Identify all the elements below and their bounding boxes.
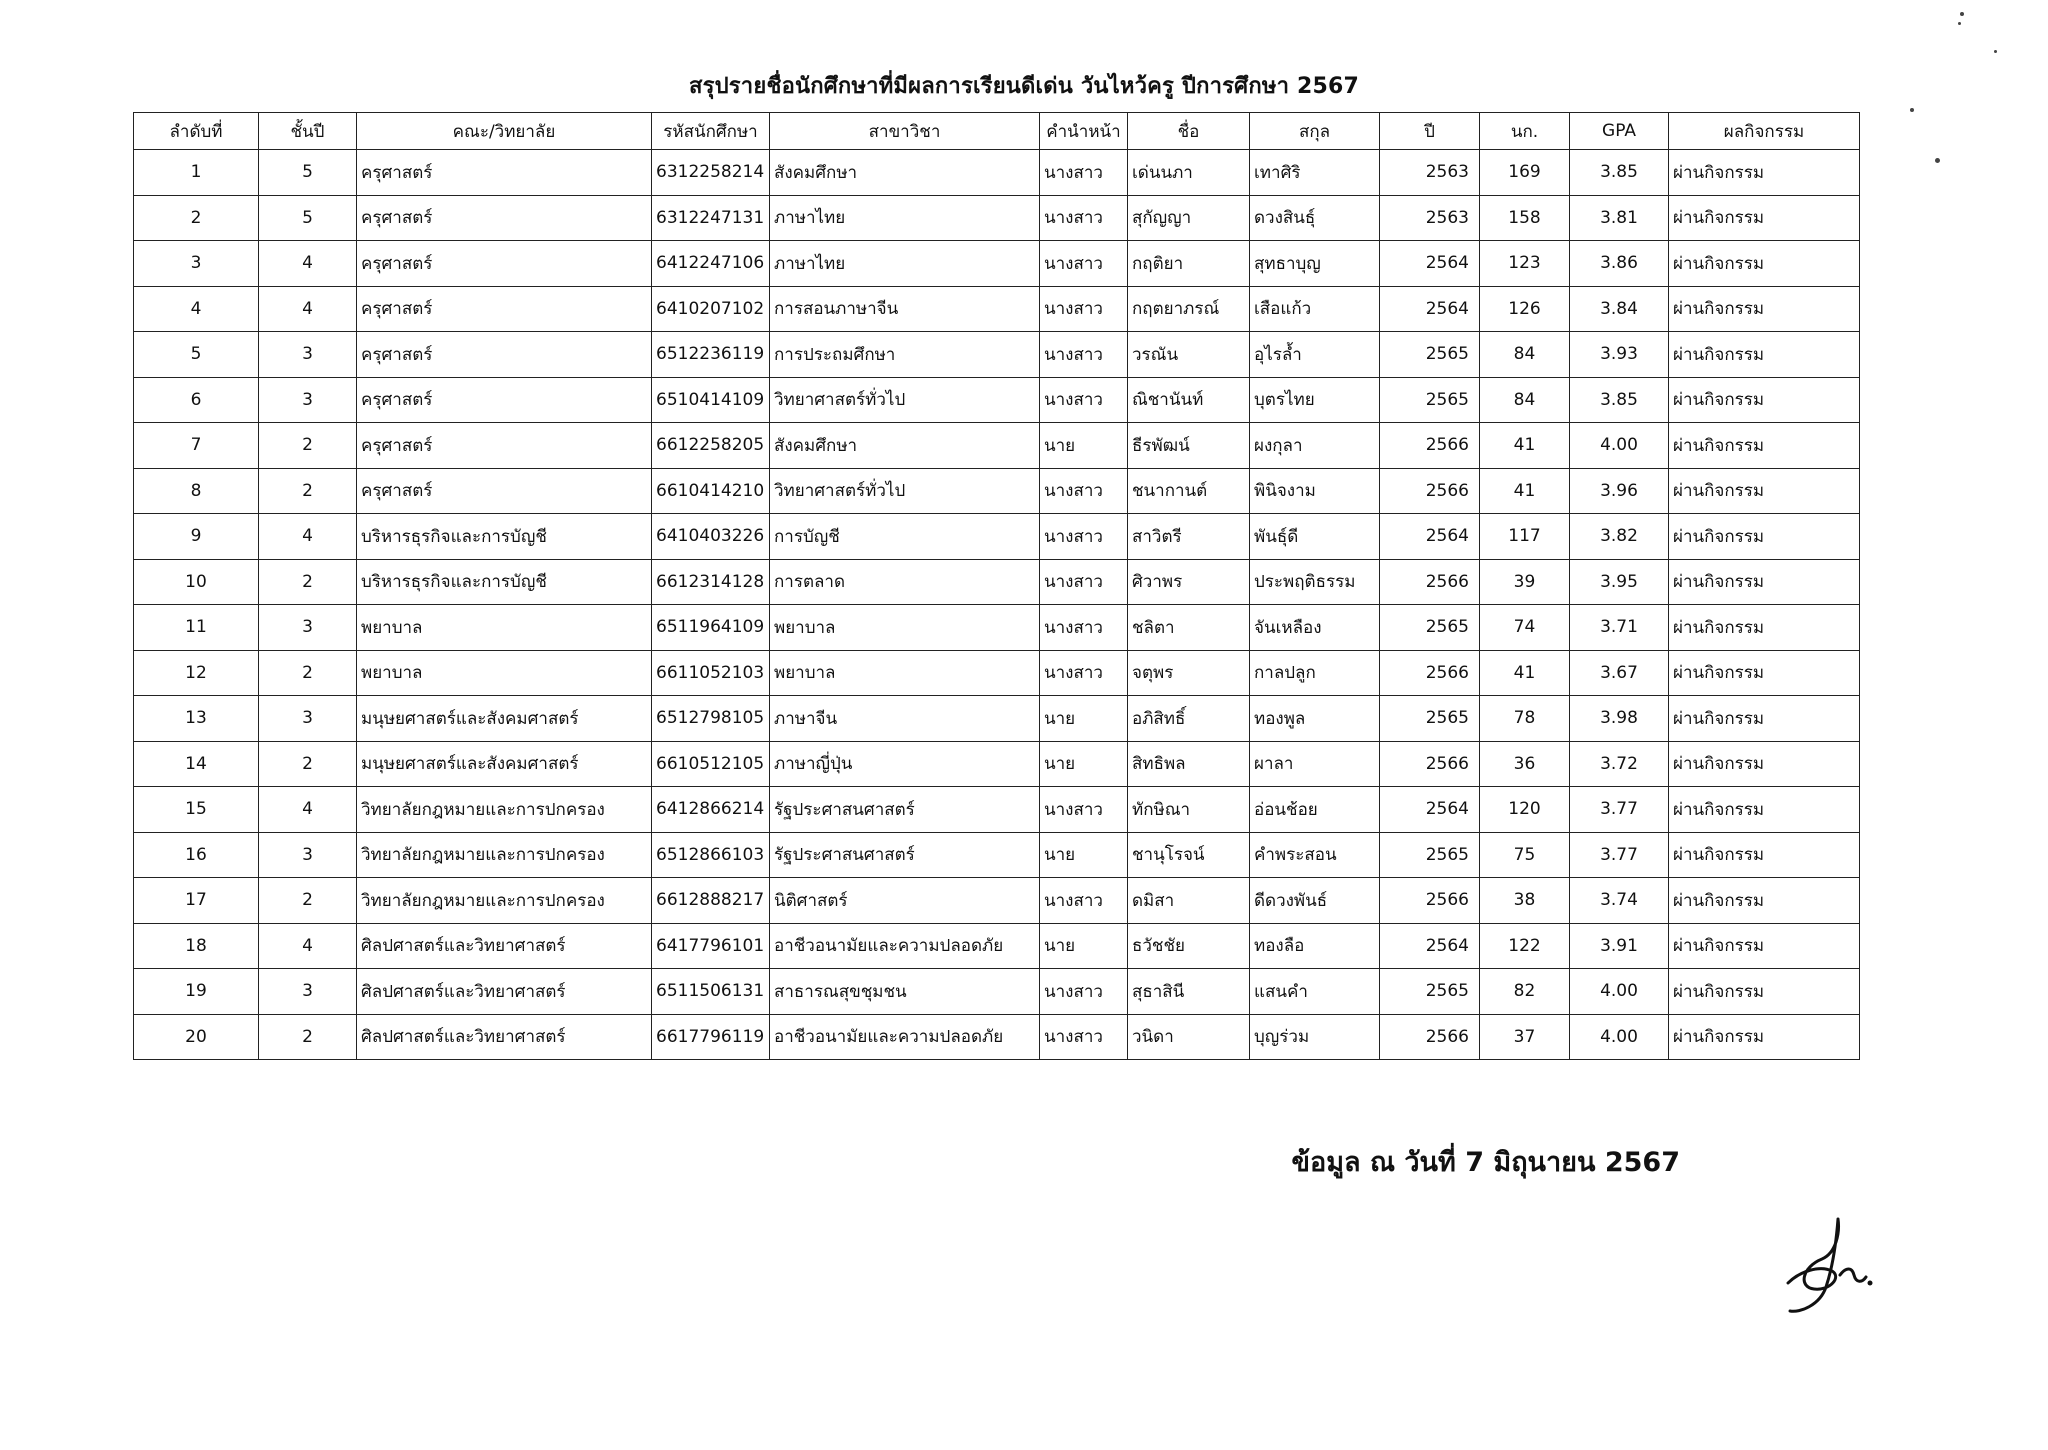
cell-gpa: 3.91 [1570, 923, 1669, 969]
cell-major: สังคมศึกษา [770, 423, 1040, 469]
cell-year-level: 4 [259, 514, 357, 560]
cell-gpa: 3.82 [1570, 514, 1669, 560]
cell-last-name: สุทธาบุญ [1250, 241, 1380, 287]
table-body [134, 150, 1860, 1060]
cell-entry-year: 2563 [1380, 150, 1480, 196]
cell-first-name: วรณัน [1128, 332, 1250, 378]
cell-last-name: คำพระสอน [1250, 832, 1380, 878]
cell-first-name: ธวัชชัย [1128, 923, 1250, 969]
cell-major: วิทยาศาสตร์ทั่วไป [770, 377, 1040, 423]
table-row [134, 195, 1860, 241]
cell-credits: 75 [1480, 832, 1570, 878]
table-row [134, 150, 1860, 196]
cell-gpa: 3.85 [1570, 377, 1669, 423]
cell-major: รัฐประศาสนศาสตร์ [770, 787, 1040, 833]
cell-student-id: 6617796119 [652, 1014, 770, 1060]
cell-gpa: 3.96 [1570, 468, 1669, 514]
cell-major: รัฐประศาสนศาสตร์ [770, 832, 1040, 878]
col-header-year-level: ชั้นปี [259, 113, 357, 150]
cell-student-id: 6510414109 [652, 377, 770, 423]
cell-gpa: 3.67 [1570, 650, 1669, 696]
cell-faculty: พยาบาล [357, 605, 652, 651]
cell-first-name: สิทธิพล [1128, 741, 1250, 787]
cell-faculty: บริหารธุรกิจและการบัญชี [357, 559, 652, 605]
cell-student-id: 6612314128 [652, 559, 770, 605]
cell-faculty: ศิลปศาสตร์และวิทยาศาสตร์ [357, 969, 652, 1015]
cell-year-level: 2 [259, 559, 357, 605]
cell-faculty: วิทยาลัยกฎหมายและการปกครอง [357, 787, 652, 833]
cell-student-id: 6511964109 [652, 605, 770, 651]
scan-speck [1994, 50, 1997, 53]
table-row [134, 514, 1860, 560]
cell-major: ภาษาไทย [770, 241, 1040, 287]
col-header-faculty: คณะ/วิทยาลัย [357, 113, 652, 150]
cell-entry-year: 2565 [1380, 605, 1480, 651]
cell-credits: 74 [1480, 605, 1570, 651]
table-row [134, 696, 1860, 742]
cell-last-name: พินิจงาม [1250, 468, 1380, 514]
cell-year-level: 4 [259, 787, 357, 833]
cell-year-level: 3 [259, 969, 357, 1015]
cell-major: พยาบาล [770, 650, 1040, 696]
cell-prefix: นางสาว [1040, 468, 1128, 514]
cell-gpa: 4.00 [1570, 423, 1669, 469]
cell-entry-year: 2564 [1380, 923, 1480, 969]
cell-order: 7 [134, 423, 259, 469]
cell-year-level: 3 [259, 696, 357, 742]
cell-order: 6 [134, 377, 259, 423]
document-title: สรุปรายชื่อนักศึกษาที่มีผลการเรียนดีเด่น วันไหว้ครู ปีการศึกษา 2567 [688, 74, 1360, 99]
cell-last-name: ทองลือ [1250, 923, 1380, 969]
cell-prefix: นางสาว [1040, 286, 1128, 332]
cell-prefix: นาย [1040, 696, 1128, 742]
cell-activity: ผ่านกิจกรรม [1669, 650, 1860, 696]
scan-speck [1910, 108, 1914, 112]
cell-first-name: ศิวาพร [1128, 559, 1250, 605]
cell-first-name: วนิดา [1128, 1014, 1250, 1060]
cell-gpa: 3.77 [1570, 787, 1669, 833]
cell-credits: 41 [1480, 650, 1570, 696]
cell-activity: ผ่านกิจกรรม [1669, 559, 1860, 605]
cell-student-id: 6312258214 [652, 150, 770, 196]
cell-first-name: ณิชานันท์ [1128, 377, 1250, 423]
cell-major: อาชีวอนามัยและความปลอดภัย [770, 923, 1040, 969]
cell-gpa: 3.77 [1570, 832, 1669, 878]
cell-gpa: 3.71 [1570, 605, 1669, 651]
table-row [134, 1014, 1860, 1060]
cell-major: สังคมศึกษา [770, 150, 1040, 196]
cell-entry-year: 2565 [1380, 832, 1480, 878]
cell-major: พยาบาล [770, 605, 1040, 651]
cell-first-name: ดมิสา [1128, 878, 1250, 924]
cell-year-level: 5 [259, 150, 357, 196]
cell-entry-year: 2564 [1380, 514, 1480, 560]
cell-student-id: 6511506131 [652, 969, 770, 1015]
cell-student-id: 6512866103 [652, 832, 770, 878]
cell-activity: ผ่านกิจกรรม [1669, 923, 1860, 969]
cell-entry-year: 2566 [1380, 878, 1480, 924]
table-row [134, 787, 1860, 833]
cell-order: 5 [134, 332, 259, 378]
cell-prefix: นางสาว [1040, 878, 1128, 924]
table-row [134, 650, 1860, 696]
cell-activity: ผ่านกิจกรรม [1669, 969, 1860, 1015]
cell-prefix: นาย [1040, 423, 1128, 469]
cell-faculty: ศิลปศาสตร์และวิทยาศาสตร์ [357, 1014, 652, 1060]
cell-credits: 38 [1480, 878, 1570, 924]
cell-year-level: 2 [259, 423, 357, 469]
cell-activity: ผ่านกิจกรรม [1669, 332, 1860, 378]
cell-entry-year: 2565 [1380, 377, 1480, 423]
table-row [134, 832, 1860, 878]
table-row [134, 923, 1860, 969]
cell-last-name: เทาศิริ [1250, 150, 1380, 196]
cell-credits: 36 [1480, 741, 1570, 787]
cell-last-name: บุญร่วม [1250, 1014, 1380, 1060]
cell-major: การประถมศึกษา [770, 332, 1040, 378]
cell-order: 3 [134, 241, 259, 287]
cell-order: 13 [134, 696, 259, 742]
cell-activity: ผ่านกิจกรรม [1669, 1014, 1860, 1060]
cell-entry-year: 2566 [1380, 1014, 1480, 1060]
cell-credits: 117 [1480, 514, 1570, 560]
cell-prefix: นางสาว [1040, 559, 1128, 605]
cell-first-name: สุกัญญา [1128, 195, 1250, 241]
cell-credits: 169 [1480, 150, 1570, 196]
cell-prefix: นาย [1040, 832, 1128, 878]
cell-order: 16 [134, 832, 259, 878]
cell-last-name: ดวงสินธุ์ [1250, 195, 1380, 241]
cell-student-id: 6612258205 [652, 423, 770, 469]
signature-mark [1780, 1205, 1880, 1315]
students-table [133, 112, 1860, 1060]
scan-speck [1960, 12, 1964, 16]
cell-entry-year: 2565 [1380, 332, 1480, 378]
cell-order: 18 [134, 923, 259, 969]
cell-last-name: อุไรล้ำ [1250, 332, 1380, 378]
cell-order: 4 [134, 286, 259, 332]
cell-activity: ผ่านกิจกรรม [1669, 195, 1860, 241]
table-row [134, 878, 1860, 924]
cell-gpa: 3.85 [1570, 150, 1669, 196]
cell-faculty: ครุศาสตร์ [357, 377, 652, 423]
table-row [134, 741, 1860, 787]
cell-order: 15 [134, 787, 259, 833]
cell-year-level: 3 [259, 832, 357, 878]
cell-credits: 41 [1480, 468, 1570, 514]
cell-student-id: 6410403226 [652, 514, 770, 560]
cell-student-id: 6312247131 [652, 195, 770, 241]
cell-credits: 84 [1480, 332, 1570, 378]
table-row [134, 377, 1860, 423]
cell-prefix: นางสาว [1040, 605, 1128, 651]
cell-faculty: วิทยาลัยกฎหมายและการปกครอง [357, 832, 652, 878]
cell-order: 19 [134, 969, 259, 1015]
cell-entry-year: 2563 [1380, 195, 1480, 241]
cell-last-name: อ่อนช้อย [1250, 787, 1380, 833]
cell-prefix: นางสาว [1040, 150, 1128, 196]
cell-faculty: มนุษยศาสตร์และสังคมศาสตร์ [357, 741, 652, 787]
cell-prefix: นางสาว [1040, 241, 1128, 287]
col-header-major: สาขาวิชา [770, 113, 1040, 150]
cell-student-id: 6512236119 [652, 332, 770, 378]
cell-student-id: 6610512105 [652, 741, 770, 787]
cell-first-name: อภิสิทธิ์ [1128, 696, 1250, 742]
cell-entry-year: 2566 [1380, 650, 1480, 696]
cell-major: ภาษาไทย [770, 195, 1040, 241]
table-row [134, 559, 1860, 605]
cell-credits: 120 [1480, 787, 1570, 833]
cell-activity: ผ่านกิจกรรม [1669, 377, 1860, 423]
cell-student-id: 6612888217 [652, 878, 770, 924]
cell-credits: 158 [1480, 195, 1570, 241]
cell-major: วิทยาศาสตร์ทั่วไป [770, 468, 1040, 514]
cell-credits: 126 [1480, 286, 1570, 332]
cell-order: 8 [134, 468, 259, 514]
cell-gpa: 3.95 [1570, 559, 1669, 605]
cell-faculty: ศิลปศาสตร์และวิทยาศาสตร์ [357, 923, 652, 969]
table-row [134, 241, 1860, 287]
cell-credits: 122 [1480, 923, 1570, 969]
scan-speck [1935, 158, 1940, 163]
cell-student-id: 6412866214 [652, 787, 770, 833]
cell-credits: 39 [1480, 559, 1570, 605]
cell-year-level: 2 [259, 1014, 357, 1060]
col-header-order: ลำดับที่ [134, 113, 259, 150]
cell-activity: ผ่านกิจกรรม [1669, 423, 1860, 469]
col-header-first-name: ชื่อ [1128, 113, 1250, 150]
cell-faculty: ครุศาสตร์ [357, 150, 652, 196]
cell-gpa: 4.00 [1570, 969, 1669, 1015]
cell-activity: ผ่านกิจกรรม [1669, 696, 1860, 742]
cell-last-name: ผาลา [1250, 741, 1380, 787]
cell-last-name: เสือแก้ว [1250, 286, 1380, 332]
cell-prefix: นางสาว [1040, 332, 1128, 378]
cell-faculty: มนุษยศาสตร์และสังคมศาสตร์ [357, 696, 652, 742]
cell-student-id: 6412247106 [652, 241, 770, 287]
header-row [134, 113, 1860, 150]
cell-prefix: นางสาว [1040, 1014, 1128, 1060]
cell-year-level: 3 [259, 332, 357, 378]
cell-gpa: 3.72 [1570, 741, 1669, 787]
cell-credits: 82 [1480, 969, 1570, 1015]
cell-first-name: สุธาสินี [1128, 969, 1250, 1015]
cell-activity: ผ่านกิจกรรม [1669, 605, 1860, 651]
cell-prefix: นาย [1040, 923, 1128, 969]
cell-activity: ผ่านกิจกรรม [1669, 787, 1860, 833]
cell-faculty: ครุศาสตร์ [357, 241, 652, 287]
cell-activity: ผ่านกิจกรรม [1669, 468, 1860, 514]
cell-last-name: พันธุ์ดี [1250, 514, 1380, 560]
col-header-last-name: สกุล [1250, 113, 1380, 150]
cell-faculty: วิทยาลัยกฎหมายและการปกครอง [357, 878, 652, 924]
cell-faculty: ครุศาสตร์ [357, 468, 652, 514]
cell-prefix: นางสาว [1040, 787, 1128, 833]
cell-major: การบัญชี [770, 514, 1040, 560]
cell-first-name: จตุพร [1128, 650, 1250, 696]
cell-gpa: 3.81 [1570, 195, 1669, 241]
cell-major: สาธารณสุขชุมชน [770, 969, 1040, 1015]
cell-faculty: ครุศาสตร์ [357, 195, 652, 241]
cell-activity: ผ่านกิจกรรม [1669, 150, 1860, 196]
cell-first-name: สาวิตรี [1128, 514, 1250, 560]
scan-speck [1958, 22, 1961, 25]
cell-student-id: 6611052103 [652, 650, 770, 696]
cell-credits: 84 [1480, 377, 1570, 423]
col-header-credits: นก. [1480, 113, 1570, 150]
cell-credits: 37 [1480, 1014, 1570, 1060]
cell-last-name: ดีดวงพันธ์ [1250, 878, 1380, 924]
cell-first-name: ชลิตา [1128, 605, 1250, 651]
cell-student-id: 6512798105 [652, 696, 770, 742]
cell-last-name: ผงกุลา [1250, 423, 1380, 469]
table-row [134, 468, 1860, 514]
cell-entry-year: 2566 [1380, 423, 1480, 469]
cell-prefix: นางสาว [1040, 969, 1128, 1015]
cell-prefix: นางสาว [1040, 377, 1128, 423]
cell-student-id: 6410207102 [652, 286, 770, 332]
cell-gpa: 3.93 [1570, 332, 1669, 378]
cell-year-level: 4 [259, 923, 357, 969]
cell-credits: 41 [1480, 423, 1570, 469]
cell-order: 9 [134, 514, 259, 560]
cell-prefix: นางสาว [1040, 195, 1128, 241]
cell-year-level: 2 [259, 468, 357, 514]
cell-year-level: 4 [259, 241, 357, 287]
cell-year-level: 3 [259, 605, 357, 651]
cell-year-level: 2 [259, 878, 357, 924]
cell-activity: ผ่านกิจกรรม [1669, 832, 1860, 878]
cell-student-id: 6417796101 [652, 923, 770, 969]
cell-activity: ผ่านกิจกรรม [1669, 741, 1860, 787]
cell-major: ภาษาญี่ปุ่น [770, 741, 1040, 787]
table-row [134, 605, 1860, 651]
cell-order: 20 [134, 1014, 259, 1060]
cell-entry-year: 2566 [1380, 559, 1480, 605]
col-header-gpa: GPA [1570, 113, 1669, 150]
cell-gpa: 3.86 [1570, 241, 1669, 287]
cell-last-name: จันเหลือง [1250, 605, 1380, 651]
cell-major: อาชีวอนามัยและความปลอดภัย [770, 1014, 1040, 1060]
col-header-student-id: รหัสนักศึกษา [652, 113, 770, 150]
cell-order: 14 [134, 741, 259, 787]
cell-activity: ผ่านกิจกรรม [1669, 514, 1860, 560]
cell-entry-year: 2565 [1380, 696, 1480, 742]
cell-first-name: เด่นนภา [1128, 150, 1250, 196]
cell-entry-year: 2564 [1380, 286, 1480, 332]
cell-order: 17 [134, 878, 259, 924]
cell-year-level: 2 [259, 650, 357, 696]
cell-faculty: พยาบาล [357, 650, 652, 696]
col-header-activity: ผลกิจกรรม [1669, 113, 1860, 150]
cell-credits: 123 [1480, 241, 1570, 287]
cell-last-name: แสนคำ [1250, 969, 1380, 1015]
cell-gpa: 3.98 [1570, 696, 1669, 742]
table-row [134, 286, 1860, 332]
cell-prefix: นางสาว [1040, 514, 1128, 560]
cell-order: 12 [134, 650, 259, 696]
table-row [134, 969, 1860, 1015]
table-row [134, 423, 1860, 469]
cell-order: 1 [134, 150, 259, 196]
cell-activity: ผ่านกิจกรรม [1669, 286, 1860, 332]
cell-year-level: 2 [259, 741, 357, 787]
cell-entry-year: 2564 [1380, 787, 1480, 833]
cell-last-name: บุตรไทย [1250, 377, 1380, 423]
cell-order: 11 [134, 605, 259, 651]
cell-first-name: ชานุโรจน์ [1128, 832, 1250, 878]
cell-first-name: กฤติยา [1128, 241, 1250, 287]
cell-major: ภาษาจีน [770, 696, 1040, 742]
cell-order: 2 [134, 195, 259, 241]
cell-last-name: กาลปลูก [1250, 650, 1380, 696]
cell-entry-year: 2565 [1380, 969, 1480, 1015]
cell-major: การสอนภาษาจีน [770, 286, 1040, 332]
cell-first-name: ทักษิณา [1128, 787, 1250, 833]
cell-last-name: ทองพูล [1250, 696, 1380, 742]
cell-faculty: ครุศาสตร์ [357, 332, 652, 378]
cell-major: นิติศาสตร์ [770, 878, 1040, 924]
cell-order: 10 [134, 559, 259, 605]
cell-gpa: 4.00 [1570, 1014, 1669, 1060]
cell-major: การตลาด [770, 559, 1040, 605]
data-as-of-date: ข้อมูล ณ วันที่ 7 มิถุนายน 2567 [1291, 1147, 1680, 1178]
cell-credits: 78 [1480, 696, 1570, 742]
cell-entry-year: 2566 [1380, 741, 1480, 787]
cell-faculty: ครุศาสตร์ [357, 286, 652, 332]
cell-last-name: ประพฤติธรรม [1250, 559, 1380, 605]
cell-student-id: 6610414210 [652, 468, 770, 514]
col-header-entry-year: ปี [1380, 113, 1480, 150]
cell-gpa: 3.74 [1570, 878, 1669, 924]
col-header-prefix: คำนำหน้า [1040, 113, 1128, 150]
cell-year-level: 4 [259, 286, 357, 332]
cell-prefix: นางสาว [1040, 650, 1128, 696]
cell-faculty: ครุศาสตร์ [357, 423, 652, 469]
table-row [134, 332, 1860, 378]
cell-entry-year: 2566 [1380, 468, 1480, 514]
cell-activity: ผ่านกิจกรรม [1669, 241, 1860, 287]
cell-year-level: 5 [259, 195, 357, 241]
cell-first-name: ชนากานต์ [1128, 468, 1250, 514]
cell-activity: ผ่านกิจกรรม [1669, 878, 1860, 924]
cell-faculty: บริหารธุรกิจและการบัญชี [357, 514, 652, 560]
cell-year-level: 3 [259, 377, 357, 423]
cell-entry-year: 2564 [1380, 241, 1480, 287]
cell-first-name: ธีรพัฒน์ [1128, 423, 1250, 469]
cell-first-name: กฤตยาภรณ์ [1128, 286, 1250, 332]
cell-prefix: นาย [1040, 741, 1128, 787]
cell-gpa: 3.84 [1570, 286, 1669, 332]
